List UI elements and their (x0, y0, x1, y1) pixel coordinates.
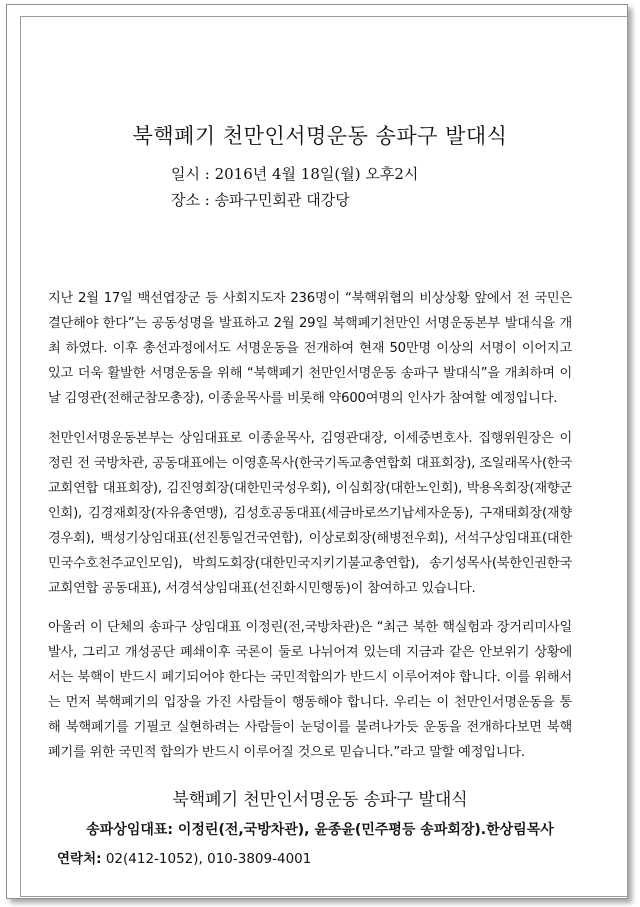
event-place: 장소 : 송파구민회관 대강당 (171, 191, 350, 209)
document-title: 북핵폐기 천만인서명운동 송파구 발대식 (132, 124, 508, 148)
paragraph-quote: 아울러 이 단체의 송파구 상임대표 이정린(전,국방차관)은 “최근 북한 핵실험과 장거리미사일 발사, 그리고 개성공단 폐쇄이후 국론이 둘로 나뉘어져 있는데 지금과 같은 안보위기 상황에서는 북핵이 반드시 폐기되어야 한다는 국민적합의가 반드시 이루어져야 합니다. 이를 위해서는 먼저 북핵폐기의 입장을 가진 사람들이 행동해야 합니다. 우리는 이 천만인서명운동을 통해 북핵폐기를 기필코 실현하려는 사람들이 눈덩이를 불려나가듯 운동을 전개하다보면 북핵폐기를 위한 국민적 합의가 반드시 이루어질 것으로 믿습니다.”라고 말할 예정입니다. (48, 620, 572, 760)
contact-line (57, 847, 311, 867)
event-date: 일시 : 2016년 4월 18일(월) 오후2시 (171, 165, 419, 183)
paragraph-intro: 지난 2월 17일 백선엽장군 등 사회지도자 236명이 “북핵위협의 비상상황 앞에서 전 국민은 결단해야 한다”는 공동성명을 발표하고 2월 29일 북핵폐기천만인 서명운동본부 발대식을 개최 하였다. 이후 총선과정에서도 서명운동을 전개하여 현재 50만명 이상의 서명이 이어지고 있고 더욱 활발한 서명운동을 위해 “북핵폐기 천만인서명운동 송파구 발대식”을 개최하며 이날 김영관(전해군참모총장), 이종윤목사를 비롯해 약600여명의 인사가 참여할 예정입니다. (48, 291, 572, 406)
closing-title: 북핵폐기 천만인서명운동 송파구 발대식 (172, 790, 468, 810)
contact-label: 연락처: (57, 851, 102, 867)
contact-value: 02(412-1052), 010-3809-4001 (105, 851, 312, 867)
signatories: 송파상임대표: 이정린(전,국방차관), 윤종윤(민주평등 송파회장).한상림목사 (86, 822, 554, 838)
paragraph-members: 천만인서명운동본부는 상임대표로 이종윤목사, 김영관대장, 이세중변호사. 집행위원장은 이정린 전 국방차관, 공동대표에는 이영훈목사(한국기독교총연합회 대표회장), 조일래목사(한국교회연합 대표회장), 김진영회장(대한민국성우회), 이심회장(대한노인회), 박용옥회장(재향군인회), 김경재회장(자유총연맹), 김성호공동대표(세금바로쓰기납세자운동), 구재태회장(재향경우회), 백성기상임대표(선진통일건국연합), 이상로회장(해병전우회), 서석구상임대표(대한민국수호천주교인모임), 박희도회장(대한민국지키기불교총연합), 송기성목사(북한인권한국교회연합 공동대표), 서경석상임대표(선진화시민행동)이 참여하고 있습니다. (48, 431, 572, 596)
